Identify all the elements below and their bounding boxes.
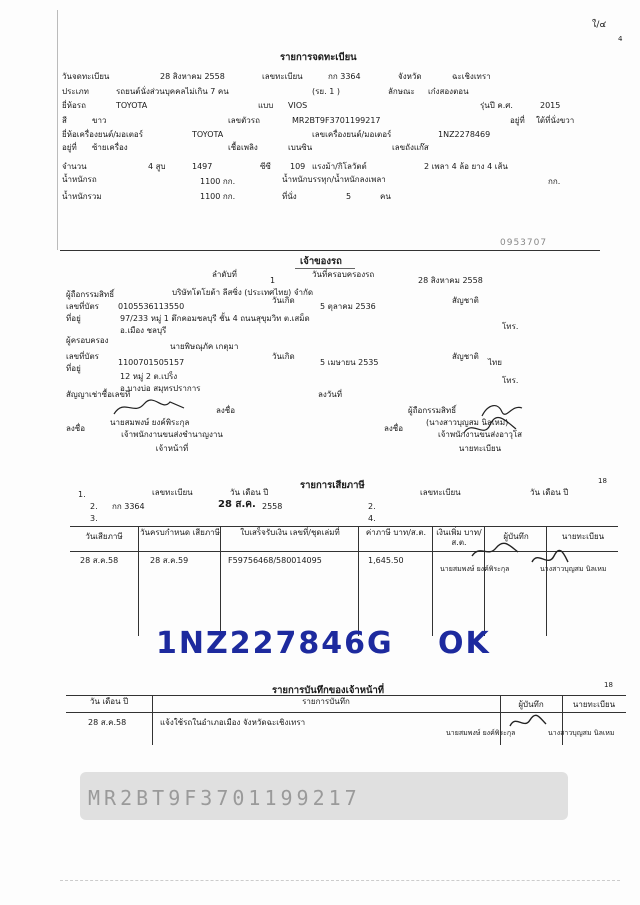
province: ฉะเชิงเทรา <box>452 72 491 81</box>
engine-loc-label: อยู่ที่ <box>62 143 77 152</box>
cylinders: 4 สูบ <box>148 162 166 171</box>
brand: TOYOTA <box>116 101 148 110</box>
color: ขาว <box>92 116 107 125</box>
brand-label: ยี่ห้อรถ <box>62 101 86 110</box>
owner-label: ผู้ถือกรรมสิทธิ์ <box>66 290 115 299</box>
body-type: เก๋งสองตอน <box>428 87 469 96</box>
owner-id-label: เลขที่บัตร <box>66 302 99 311</box>
record-recorder-signature <box>508 712 548 732</box>
owner-addr-label: ที่อยู่ <box>66 314 81 323</box>
fuel: เบนซิน <box>288 143 313 152</box>
vehicle-type: รถยนต์นั่งส่วนบุคคลไม่เกิน 7 คน <box>116 87 229 96</box>
officer-record-title: รายการบันทึกของเจ้าหน้าที่ <box>272 685 385 696</box>
tax-due-date: 28 ส.ค.59 <box>150 556 189 565</box>
col-date: วัน เดือน ปี <box>89 697 129 706</box>
possessor-nat-label: สัญชาติ <box>452 352 479 361</box>
owner-addr: 97/233 หมู่ 1 ตึกคอมชลบุรี ชั้น 4 ถนนสุขุมวิท ต.เสม็ด <box>120 314 310 323</box>
contract-date-label: ลงวันที่ <box>318 390 343 399</box>
officer-1-title: เจ้าพนักงานขนส่งชำนาญงาน <box>121 430 223 439</box>
registrar-name: (นางสาวบุญสม นิลเหม) <box>426 418 509 427</box>
vin-label: เลขตัวรถ <box>228 116 260 125</box>
tax-page-number: 18 <box>598 477 607 485</box>
possessor-id-label: เลขที่บัตร <box>66 352 99 361</box>
owner-name: บริษัทโตโยต้า ลีสซิ่ง (ประเทศไทย) จำกัด <box>172 288 314 297</box>
handwritten-engine-code: 1NZ227846G <box>156 626 394 661</box>
col-recorder: ผู้บันทึก <box>518 700 544 709</box>
registration-title: รายการจดทะเบียน <box>280 52 357 63</box>
officer-1-name: นายสมพงษ์ ยงค์พิระกุล <box>110 418 190 427</box>
possessor-id: 1100701505157 <box>118 358 185 367</box>
divider <box>60 250 600 251</box>
seq: 1 <box>270 276 276 285</box>
holder-sign-role: ผู้ถือกรรมสิทธิ์ <box>408 406 457 415</box>
col-item: รายการบันทึก <box>302 697 350 706</box>
possessor-addr: 12 หมู่ 2 ต.เปร็ง <box>120 372 178 381</box>
possessor-tel-label: โทร. <box>502 376 519 385</box>
owner-nat-label: สัญชาติ <box>452 296 479 305</box>
record-recorder: นายสมพงษ์ ยงค์พิระกุล <box>446 729 516 737</box>
tax-recorder: นายสมพงษ์ ยงค์พิระกุล <box>440 565 510 573</box>
tax-reg-1: กก 3364 <box>112 502 145 511</box>
th-registrar: นายทะเบียน <box>561 532 605 541</box>
body-label: ลักษณะ <box>388 87 415 96</box>
horsepower: 109 <box>290 162 306 171</box>
tax-reg-label-right: เลขทะเบียน <box>420 488 461 497</box>
tax-reg-label-left: เลขทะเบียน <box>152 488 193 497</box>
possessor-name: นายพิษณุภัค เกตุมา <box>170 342 239 351</box>
possessor-addr-label: ที่อยู่ <box>66 364 81 373</box>
reg-no-label: เลขทะเบียน <box>262 72 303 81</box>
registrar-title: เจ้าพนักงานขนส่งอาวุโส <box>437 430 523 439</box>
th-receipt: ใบเสร็จรับเงิน เลขที่/ชุดเล่มที่ <box>240 528 340 537</box>
tax-num-4: 4. <box>368 514 376 523</box>
tax-num-3: 3. <box>90 514 98 523</box>
tax-date-label-right: วัน เดือน ปี <box>530 488 569 497</box>
load-label: น้ำหนักบรรทุก/น้ำหนักลงเพลา <box>282 175 386 184</box>
engine-cc: 1497 <box>192 162 213 171</box>
reg-date-label: วันจดทะเบียน <box>62 72 110 81</box>
tax-date-label-left: วัน เดือน ปี <box>230 488 269 497</box>
seats-unit: คน <box>380 192 391 201</box>
tax-reg-1-year: 2558 <box>262 502 283 511</box>
weight: 1100 กก. <box>200 177 236 186</box>
th-surcharge: เงินเพิ่ม บาท/ส.ต. <box>436 528 482 547</box>
stamp-fragment: 0953707 <box>500 238 548 248</box>
seats: 5 <box>346 192 352 201</box>
axles-wheels: 2 เพลา 4 ล้อ ยาง 4 เส้น <box>424 162 508 171</box>
possessor-nat: ไทย <box>488 358 502 367</box>
engine-brand: TOYOTA <box>192 130 224 139</box>
qty-label: จำนวน <box>62 162 87 171</box>
vin-rubbing: MR2BT9F3701199217 <box>88 786 361 810</box>
color-label: สี <box>62 116 67 125</box>
load-unit: กก. <box>548 177 561 186</box>
possessor-label: ผู้ครอบครอง <box>66 336 109 345</box>
reg-no: กก 3364 <box>328 72 361 81</box>
vin-location-label: อยู่ที่ <box>510 116 525 125</box>
engine-location: ซ้ายเครื่อง <box>92 143 128 152</box>
fuel-label: เชื้อเพลิง <box>228 143 258 152</box>
province-label: จังหวัด <box>398 72 422 81</box>
owner-addr-2: อ.เมือง ชลบุรี <box>120 326 167 335</box>
contract-label: สัญญาเช่าซื้อเลขที่ <box>66 390 131 399</box>
th-recorder: ผู้บันทึก <box>503 532 529 541</box>
cc-label: ซีซี <box>260 162 271 171</box>
tax-registrar: นางสาวบุญสม นิลเหม <box>540 565 607 573</box>
sign-label-mid: ลงชื่อ <box>216 406 236 415</box>
th-tax-amount: ค่าภาษี บาท/ส.ต. <box>365 528 427 537</box>
engine-no: 1NZ2278469 <box>438 130 491 139</box>
possessor-dob: 5 เมษายน 2535 <box>320 358 379 367</box>
tax-recorder-signature <box>470 540 520 562</box>
seq-label: ลำดับที่ <box>212 270 237 279</box>
th-due-date: วันครบกำหนด เสียภาษี <box>140 528 220 537</box>
record-item: แจ้งใช้รถในอำเภอเมือง จังหวัดฉะเชิงเทรา <box>160 718 306 727</box>
page-mark: ใ/๔ <box>592 20 607 30</box>
binding-line <box>57 10 58 250</box>
sign-label-left: ลงชื่อ <box>66 424 86 433</box>
model-label: แบบ <box>258 101 274 110</box>
tax-receipt: F59756468/580014095 <box>228 556 322 565</box>
officer-page-number: 18 <box>604 681 613 689</box>
tax-reg-1-date: 28 ส.ค. <box>218 499 256 510</box>
reg-date: 28 สิงหาคม 2558 <box>160 72 225 81</box>
officer-1-role: เจ้าหน้าที่ <box>155 444 189 453</box>
seats-label: ที่นั่ง <box>282 192 297 201</box>
tax-paid-date: 28 ส.ค.58 <box>80 556 119 565</box>
officer-signature-1 <box>110 394 190 420</box>
vehicle-type-code: (รย. 1 ) <box>312 87 340 96</box>
gross-weight-label: น้ำหนักรวม <box>62 192 102 201</box>
bottom-edge <box>60 880 620 881</box>
tax-num-2: 2. <box>90 502 98 511</box>
vin: MR2BT9F3701199217 <box>292 116 381 125</box>
owner-id: 0105536113550 <box>118 302 185 311</box>
record-date: 28 ส.ค.58 <box>88 718 127 727</box>
owner-dob-label: วันเกิด <box>272 296 295 305</box>
page-number: 4 <box>618 35 623 43</box>
tax-registrar-signature <box>530 548 570 570</box>
owner-title-underline <box>295 268 355 269</box>
sign-label-right: ลงชื่อ <box>384 424 404 433</box>
tax-num-1: 1. <box>78 490 86 499</box>
tax-title: รายการเสียภาษี <box>300 480 365 491</box>
handwritten-ok: OK <box>438 626 491 661</box>
owner-title: เจ้าของรถ <box>300 256 342 267</box>
model: VIOS <box>288 101 308 110</box>
owner-dob: 5 ตุลาคม 2536 <box>320 302 376 311</box>
th-paid-date: วันเสียภาษี <box>85 532 123 541</box>
registrar-role: นายทะเบียน <box>458 444 502 453</box>
tax-amount: 1,645.50 <box>368 556 404 565</box>
tax-num-2-right: 2. <box>368 502 376 511</box>
possess-date-label: วันที่ครอบครองรถ <box>312 270 375 279</box>
hp-label: แรงม้า/กิโลวัตต์ <box>312 162 367 171</box>
possessor-addr-2: อ.บางบ่อ สมุทรปราการ <box>120 384 201 393</box>
engine-brand-label: ยี่ห้อเครื่องยนต์/มอเตอร์ <box>62 130 144 139</box>
record-registrar: นางสาวบุญสม นิลเหม <box>548 729 615 737</box>
possess-date: 28 สิงหาคม 2558 <box>418 276 483 285</box>
model-year: 2015 <box>540 101 561 110</box>
gross-weight: 1100 กก. <box>200 192 236 201</box>
weight-label: น้ำหนักรถ <box>62 175 97 184</box>
gas-tank-label: เลขถังแก๊ส <box>392 143 429 152</box>
vin-location: ใต้ที่นั่งขวา <box>536 116 575 125</box>
year-label: รุ่นปี ค.ศ. <box>480 101 513 110</box>
possessor-dob-label: วันเกิด <box>272 352 295 361</box>
engine-no-label: เลขเครื่องยนต์/มอเตอร์ <box>312 130 392 139</box>
col-registrar: นายทะเบียน <box>572 700 616 709</box>
owner-tel-label: โทร. <box>502 322 519 331</box>
type-label: ประเภท <box>62 87 89 96</box>
